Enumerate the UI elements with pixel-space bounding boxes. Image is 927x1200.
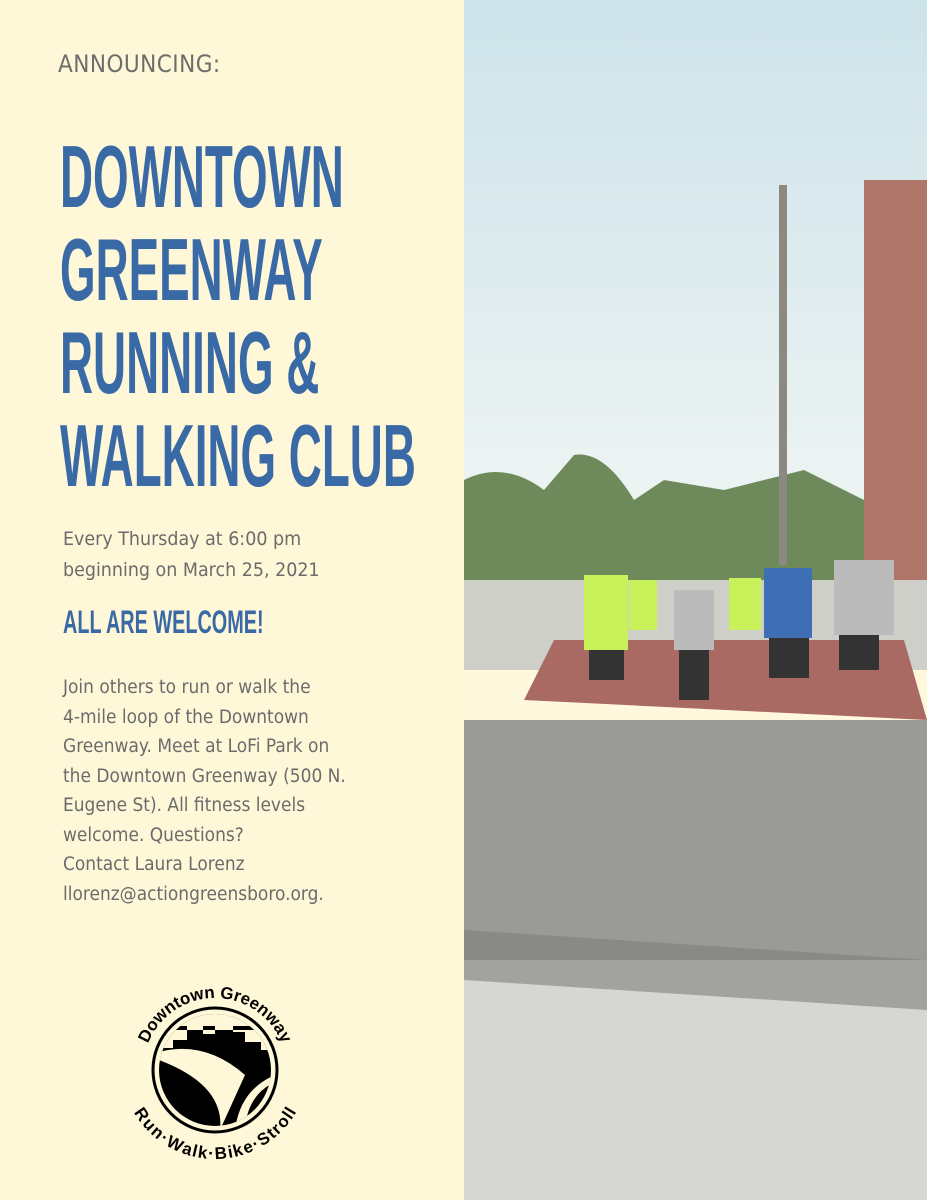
logo-top-text: Downtown Greenway <box>134 982 296 1046</box>
description-line: 4-mile loop of the Downtown <box>63 706 309 728</box>
logo-bottom-text: Run·Walk·Bike·Stroll <box>130 1103 301 1160</box>
title-line-2: GREENWAY <box>60 220 323 319</box>
description-line: Contact Laura Lorenz <box>63 854 245 875</box>
downtown-greenway-logo <box>115 970 315 1160</box>
runners-photo <box>464 0 927 1200</box>
description <box>63 673 346 909</box>
schedule-line: beginning on March 25, 2021 <box>63 559 320 581</box>
announcing-label: ANNOUNCING: <box>58 50 221 78</box>
description-line: welcome. Questions? <box>63 824 244 846</box>
title-line-3: RUNNING & <box>60 313 320 412</box>
description-line: the Downtown Greenway (500 N. <box>63 765 346 787</box>
schedule <box>63 524 320 586</box>
description-line: Greenway. Meet at LoFi Park on <box>63 736 330 757</box>
title-line-4: WALKING CLUB <box>60 406 416 505</box>
description-line: Eugene St). All fitness levels <box>63 795 306 816</box>
schedule-line: Every Thursday at 6:00 pm <box>63 528 302 550</box>
description-line: Join others to run or walk the <box>63 677 311 698</box>
title-line-1: DOWNTOWN <box>60 127 344 226</box>
welcome-heading: ALL ARE WELCOME! <box>63 604 264 640</box>
contact-email[interactable]: llorenz@actiongreensboro.org. <box>63 883 324 905</box>
